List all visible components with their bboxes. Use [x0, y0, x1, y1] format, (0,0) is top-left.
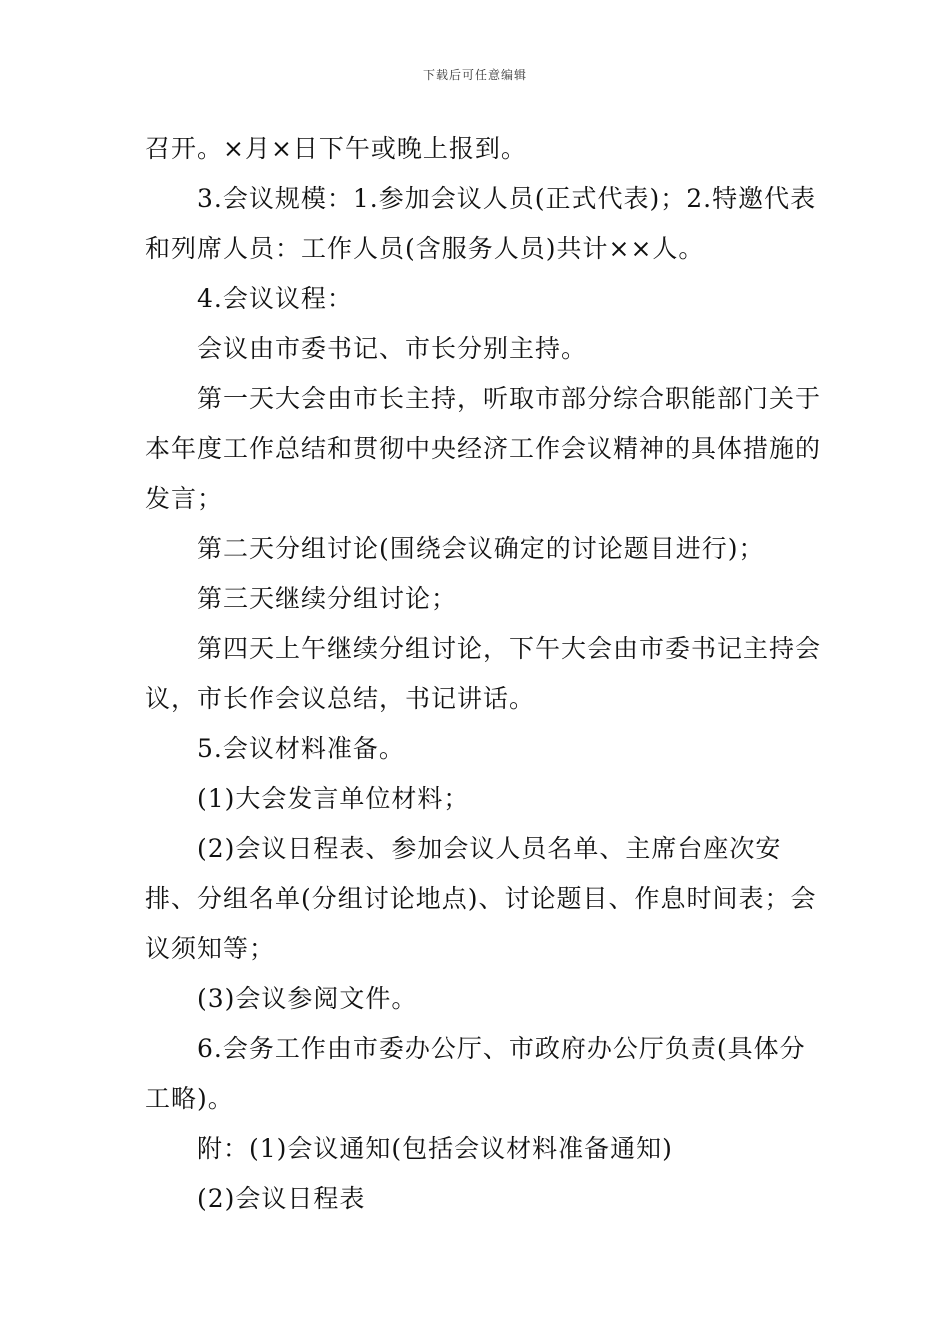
document-body — [145, 124, 825, 1224]
paragraph-12: (3)会议参阅文件。 — [197, 984, 418, 1013]
paragraph-14: 附：(1)会议通知(包括会议材料准备通知) — [197, 1134, 673, 1163]
paragraph-15: (2)会议日程表 — [197, 1184, 366, 1213]
paragraph-3: 4.会议议程： — [197, 284, 353, 313]
paragraph-6: 第二天分组讨论(围绕会议确定的讨论题目进行)； — [197, 534, 765, 563]
paragraph-9: 5.会议材料准备。 — [197, 734, 405, 763]
paragraph-2: 3.会议规模：1.参加会议人员(正式代表)；2.特邀代表和列席人员：工作人员(含服务人员)共计××人。 — [145, 184, 817, 263]
page-header: 下载后可任意编辑 — [422, 68, 527, 82]
paragraph-1: 召开。×月×日下午或晚上报到。 — [145, 134, 527, 163]
paragraph-11: (2)会议日程表、参加会议人员名单、主席台座次安排、分组名单(分组讨论地点)、讨论题目、作息时间表；会议须知等； — [145, 834, 817, 963]
paragraph-4: 会议由市委书记、市长分别主持。 — [197, 334, 588, 363]
paragraph-13: 6.会务工作由市委办公厅、市政府办公厅负责(具体分工略)。 — [145, 1034, 806, 1113]
paragraph-7: 第三天继续分组讨论； — [197, 584, 458, 613]
paragraph-10: (1)大会发言单位材料； — [197, 784, 470, 813]
paragraph-5: 第一天大会由市长主持，听取市部分综合职能部门关于本年度工作总结和贯彻中央经济工作会议精神的具体措施的发言； — [145, 384, 822, 513]
paragraph-8: 第四天上午继续分组讨论，下午大会由市委书记主持会议，市长作会议总结，书记讲话。 — [145, 634, 822, 713]
